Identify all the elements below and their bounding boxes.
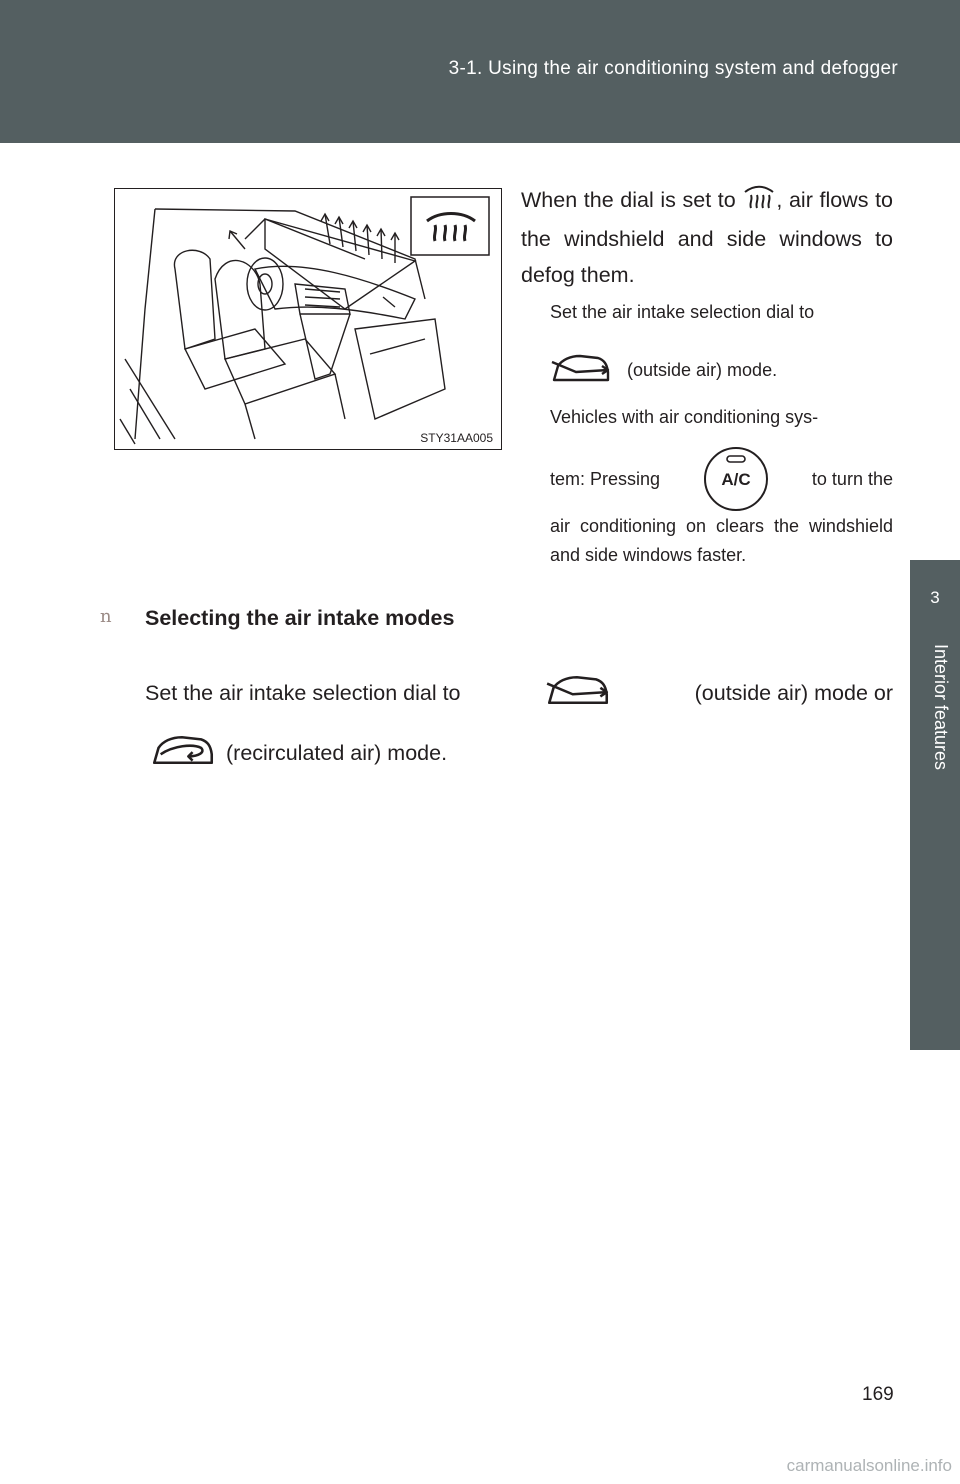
outside-air-icon <box>550 350 612 391</box>
section-bullet: n <box>100 606 112 627</box>
ac-button-icon <box>703 446 769 512</box>
intake-line2 <box>150 730 447 776</box>
section-heading: Selecting the air intake modes <box>145 606 455 630</box>
illustration-code: STY31AA005 <box>420 431 493 445</box>
watermark: carmanualsonline.info <box>786 1456 952 1475</box>
outside-air-mode-text: (outside air) mode. <box>627 360 778 380</box>
intake-text-recirc: (recirculated air) mode. <box>226 740 448 765</box>
defog-paragraph <box>521 182 893 293</box>
note-ac-line3: air conditioning on clears the windshield and side windows faster. <box>550 516 893 565</box>
defog-text-a: When the dial is set to <box>521 188 736 213</box>
chapter-number: 3 <box>930 588 940 607</box>
intake-line1 <box>145 670 893 716</box>
chapter-label: Interior features <box>931 644 951 771</box>
section-title: 3-1. Using the air conditioning system and defogger <box>448 58 898 79</box>
defroster-icon <box>742 182 776 221</box>
note-ac-line2 <box>550 446 893 512</box>
car-interior-illustration <box>114 188 502 450</box>
page-number: 169 <box>862 1384 894 1405</box>
chapter-tab <box>910 560 960 1050</box>
intake-text-a: Set the air intake selection dial to <box>145 680 461 705</box>
note-ac-line1: Vehicles with air conditioning sys- <box>550 407 819 427</box>
header-band <box>0 0 960 143</box>
ac-button-label: A/C <box>721 470 751 489</box>
note-intake-line2 <box>550 350 777 391</box>
defog-text-b: , air flows to the windshield and side windows to defog them. <box>521 188 894 287</box>
recirculated-air-icon <box>150 730 216 776</box>
outside-air-icon <box>545 670 611 716</box>
note-ac-pressing: tem: Pressing <box>550 468 661 489</box>
car-interior-drawing <box>115 189 501 449</box>
note-ac-turn: to turn the <box>811 468 893 489</box>
intake-text-b: (outside air) mode or <box>694 680 893 705</box>
note-intake-line1: Set the air intake selection dial to <box>550 302 815 322</box>
